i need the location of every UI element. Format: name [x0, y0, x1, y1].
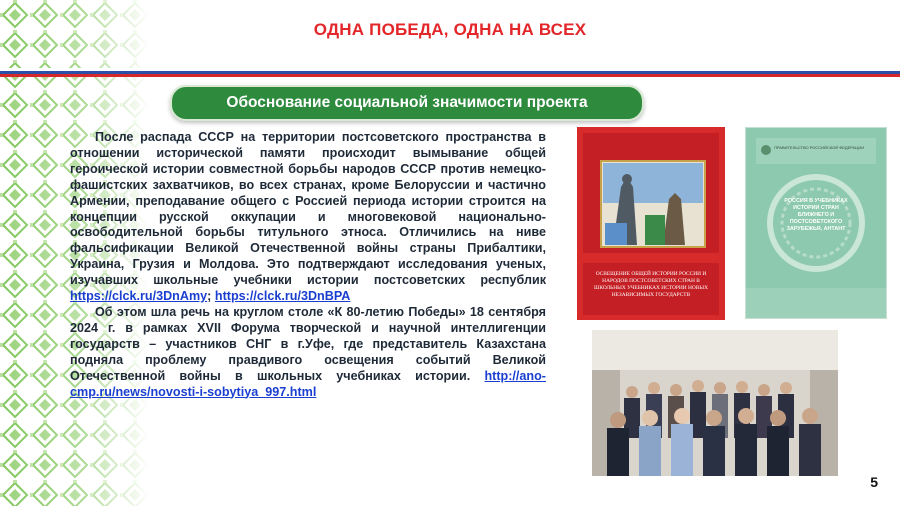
book-cover-green-title: РОССИЯ В УЧЕБНИКАХ ИСТОРИИ СТРАН БЛИЖНЕГО И ПОСТСОВЕТСКОГО ЗАРУБЕЖЬЯ, АНТАНТ — [784, 198, 848, 232]
source-link-1[interactable]: https://clck.ru/3DnAmy — [70, 289, 208, 304]
tricolor-divider — [0, 68, 900, 77]
paragraph-2-text: Об этом шла речь на круглом столе «К 80-летию Победы» 18 сентября 2024 г. в рамках XVII Форума творческой и научной интеллигенции государств – участников СНГ в г.Уфе, где представитель Казахстана подняла проблему правдивого освещения событий Великой Отечественной войны в школьных учебниках истории. — [70, 304, 546, 383]
body-text — [70, 130, 546, 400]
book-cover-red — [577, 127, 725, 320]
section-header: Обоснование социальной значимости проекта — [170, 85, 644, 121]
paragraph-2 — [70, 305, 546, 400]
link-separator: ; — [207, 289, 215, 304]
group-photo-art — [592, 330, 838, 476]
source-link-3[interactable]: http://ano-cmp.ru/news/novosti-i-sobytiya_997.html — [70, 368, 546, 399]
slide-title: ОДНА ПОБЕДА, ОДНА НА ВСЕХ — [313, 20, 587, 39]
book-cover-red-title: ОСВЕЩЕНИЕ ОБЩЕЙ ИСТОРИИ РОССИИ И НАРОДОВ ПОСТСОВЕТСКИХ СТРАН В ШКОЛЬНЫХ УЧЕБНИКАХ ИСТОРИИ НОВЫХ НЕЗАВИСИМЫХ ГОСУДАРСТВ — [593, 271, 709, 298]
book-cover-green — [745, 127, 887, 319]
group-photo — [592, 330, 838, 476]
paragraph-1 — [70, 130, 546, 305]
page-number: 5 — [870, 474, 878, 490]
book-cover-green-header: ПРАВИТЕЛЬСТВО РОССИЙСКОЙ ФЕДЕРАЦИИ — [774, 145, 865, 150]
source-link-2[interactable]: https://clck.ru/3DnBPA — [214, 289, 351, 304]
paragraph-1-text: После распада СССР на территории постсоветского пространства в отношении исторической памяти происходит вымывание общей героической истории совместной борьбы народов СССР против немецко-фашистских захватчиков, во всех странах, кроме Белоруссии и частично Армении, преподавание общего с Россией периода истории строится на концепции русской оккупации и многовековой национально-освободительной борьбы титульного этноса. Отличились на ниве фальсификации Великой Отечественной войны страны Прибалтики, Украина, Грузия и Молдова. Это подтверждают исследования ученых, изучавших школьные учебники истории постсоветских республик — [70, 130, 546, 288]
